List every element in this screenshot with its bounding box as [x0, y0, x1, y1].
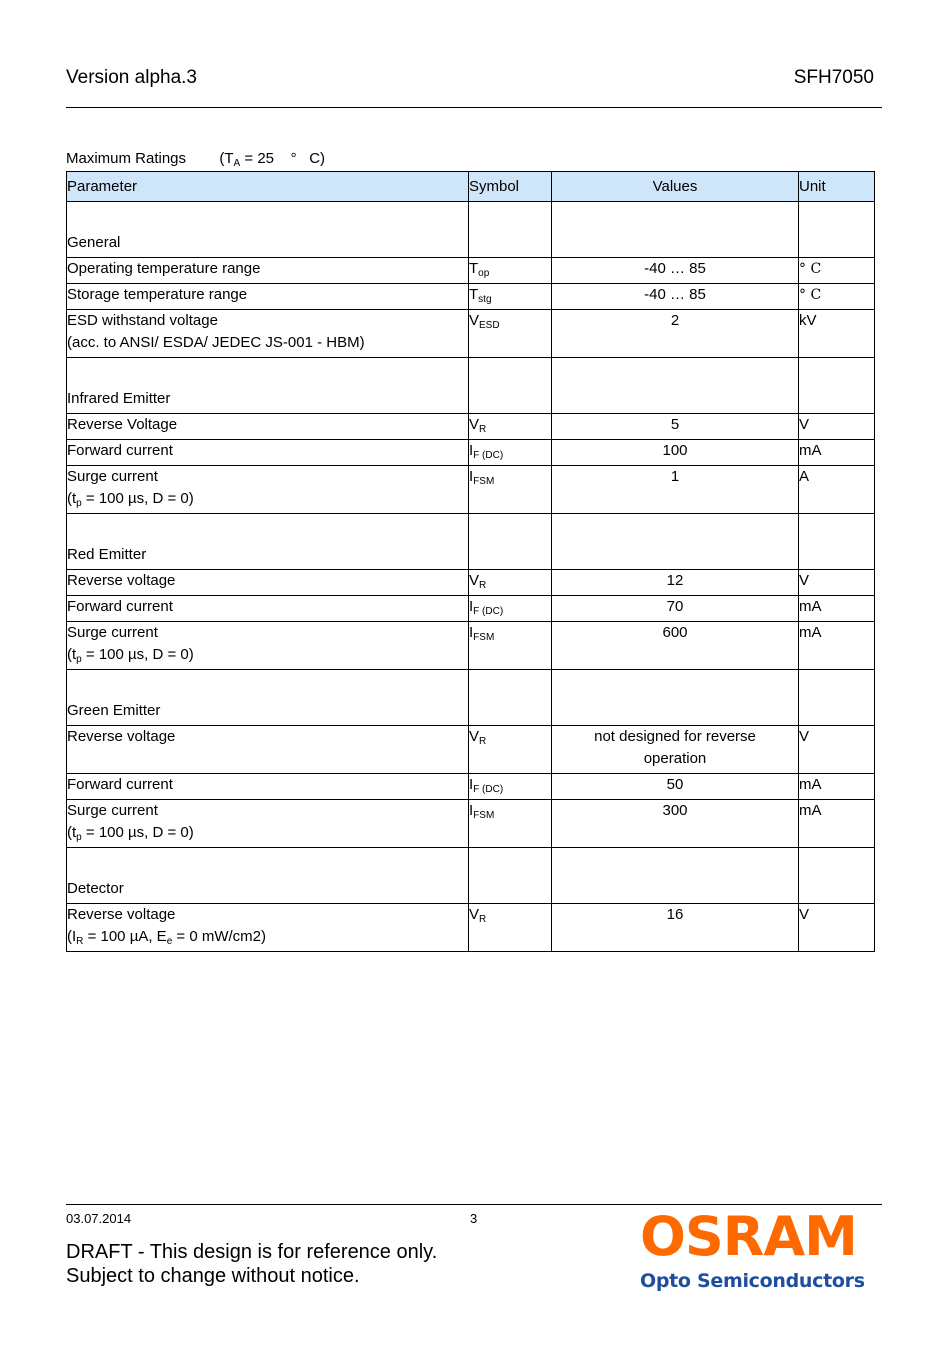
table-row [67, 440, 875, 466]
param-cell: Reverse voltage ($I_R = 100$ µA, $E_e = 0$ mW/cm2) [67, 904, 469, 952]
section-row-detector [67, 848, 875, 904]
caption-title: Maximum Ratings [66, 150, 187, 167]
table-row [67, 466, 875, 514]
value-cell: 2 [552, 310, 799, 358]
value-cell: 5 [552, 414, 799, 440]
symbol-cell: $V_R$ [469, 904, 552, 952]
unit-cell: kV [799, 310, 875, 358]
symbol-cell: $V_R$ [469, 414, 552, 440]
caption-temp-sub: A [233, 158, 241, 169]
section-label: Infrared Emitter [67, 358, 469, 414]
value-cell: 16 [552, 904, 799, 952]
symbol-cell: $I_{FSM}$ [469, 466, 552, 514]
param-cell: Storage temperature range [67, 284, 469, 310]
param-cell: Forward current [67, 774, 469, 800]
table-row [67, 570, 875, 596]
footer-date: 03.07.2014 [66, 1211, 132, 1226]
param-cell: Reverse voltage [67, 726, 469, 774]
param-cell: Forward current [67, 440, 469, 466]
header-part-number: SFH7050 [793, 67, 874, 88]
header-parameter: Parameter [67, 172, 469, 202]
header-symbol: Symbol [469, 172, 552, 202]
table-row [67, 596, 875, 622]
unit-cell: V [799, 570, 875, 596]
symbol-cell: $I_{F (DC)}$ [469, 440, 552, 466]
logo-wordmark: OSRAM [640, 1205, 857, 1268]
value-cell: -40 … 85 [552, 284, 799, 310]
table-row [67, 904, 875, 952]
footer-page-number: 3 [470, 1211, 478, 1226]
section-label: Red Emitter [67, 514, 469, 570]
param-cell: Reverse voltage [67, 570, 469, 596]
symbol-cell: $V_{ESD}$ [469, 310, 552, 358]
section-label: General [67, 202, 469, 258]
caption-degree: ° [290, 150, 297, 167]
table-row [67, 774, 875, 800]
table-row [67, 622, 875, 670]
symbol-cell: $I_{FSM}$ [469, 800, 552, 848]
table-row [67, 800, 875, 848]
value-cell: 300 [552, 800, 799, 848]
table-caption [66, 150, 325, 167]
section-row-green [67, 670, 875, 726]
caption-temp-open: (T [219, 150, 234, 167]
value-cell: -40 … 85 [552, 258, 799, 284]
symbol-cell: $V_R$ [469, 570, 552, 596]
unit-cell: V [799, 726, 875, 774]
param-cell: Reverse Voltage [67, 414, 469, 440]
unit-cell: ° C [799, 258, 875, 284]
table-row [67, 284, 875, 310]
symbol-cell: $I_{FSM}$ [469, 622, 552, 670]
draft-line-2: Subject to change without notice. [66, 1265, 360, 1287]
osram-logo [640, 1205, 886, 1300]
unit-cell: A [799, 466, 875, 514]
unit-cell: ° C [799, 284, 875, 310]
header-unit: Unit [799, 172, 875, 202]
value-cell: 12 [552, 570, 799, 596]
section-label: Green Emitter [67, 670, 469, 726]
unit-cell: mA [799, 774, 875, 800]
value-cell: 600 [552, 622, 799, 670]
unit-cell: mA [799, 800, 875, 848]
symbol-cell: $I_{F (DC)}$ [469, 596, 552, 622]
header-values: Values [552, 172, 799, 202]
param-cell: Surge current ($t_p = 100$ µs, D = 0) [67, 622, 469, 670]
param-cell: Forward current [67, 596, 469, 622]
symbol-cell: $V_R$ [469, 726, 552, 774]
draft-notice [66, 1240, 437, 1288]
value-cell: 1 [552, 466, 799, 514]
table-row [67, 414, 875, 440]
param-cell: Surge current ($t_p = 100$ µs, D = 0) [67, 800, 469, 848]
section-label: Detector [67, 848, 469, 904]
value-cell: not designed for reverse operation [552, 726, 799, 774]
section-row-red [67, 514, 875, 570]
symbol-cell: $I_{F (DC)}$ [469, 774, 552, 800]
caption-temp-close: C) [309, 150, 326, 167]
caption-temp-value: = 25 [240, 150, 274, 167]
table-row [67, 726, 875, 774]
logo-subtitle: Opto Semiconductors [640, 1270, 865, 1292]
section-row-general [67, 202, 875, 258]
symbol-cell: $T_{stg}$ [469, 284, 552, 310]
value-cell: 50 [552, 774, 799, 800]
unit-cell: mA [799, 596, 875, 622]
unit-cell: mA [799, 440, 875, 466]
param-cell: ESD withstand voltage (acc. to ANSI/ ESDA/ JEDEC JS-001 - HBM) [67, 310, 469, 358]
unit-cell: V [799, 414, 875, 440]
symbol-cell: $T_{op}$ [469, 258, 552, 284]
table-row [67, 258, 875, 284]
maximum-ratings-table [66, 171, 875, 952]
param-cell: Surge current ($t_p = 100$ µs, D = 0) [67, 466, 469, 514]
section-row-infrared [67, 358, 875, 414]
value-cell: 70 [552, 596, 799, 622]
table-row [67, 310, 875, 358]
value-cell: 100 [552, 440, 799, 466]
header-version: Version alpha.3 [66, 67, 197, 88]
table-header-row [67, 172, 875, 202]
draft-line-1: DRAFT - This design is for reference only. [66, 1241, 438, 1263]
header-rule [66, 107, 882, 108]
param-cell: Operating temperature range [67, 258, 469, 284]
unit-cell: V [799, 904, 875, 952]
unit-cell: mA [799, 622, 875, 670]
